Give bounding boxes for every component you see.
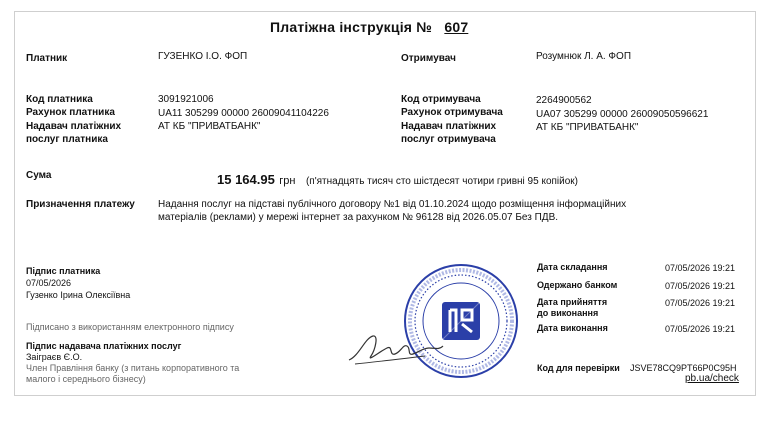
recipient-name: Розумнюк Л. А. ФОП xyxy=(536,51,632,62)
recipient-account-label: Рахунок отримувача xyxy=(401,107,503,118)
payer-code-label: Код платника xyxy=(26,94,93,105)
payer-signature-name: Гузенко Ірина Олексіївна xyxy=(26,290,131,300)
date-received-label: Одержано банком xyxy=(537,280,618,290)
date-accepted-label-2: до виконання xyxy=(537,308,599,318)
date-executed-label: Дата виконання xyxy=(537,323,608,333)
sum-currency: грн xyxy=(279,175,296,187)
purpose-label: Призначення платежу xyxy=(26,199,135,210)
payer-signature-date: 07/05/2026 xyxy=(26,278,72,288)
title-text: Платіжна інструкція № xyxy=(270,19,433,35)
provider-signature-position-1: Член Правління банку (з питань корпоративного та xyxy=(26,363,240,373)
date-created-value: 07/05/2026 19:21 xyxy=(665,263,736,273)
document-number: 607 xyxy=(444,19,469,35)
verify-link[interactable]: pb.ua/check xyxy=(685,373,739,384)
purpose-line-2: матеріалів (реклами) у мережі інтернет за рахунком № 96128 від 2026.05.07 Без ПДВ. xyxy=(158,212,559,223)
sum-value xyxy=(217,171,578,189)
verify-code: JSVE78CQ9PT66P0C95H xyxy=(630,363,737,373)
payer-account-label: Рахунок платника xyxy=(26,107,115,118)
payer-provider-label-1: Надавач платіжних xyxy=(26,121,122,132)
recipient-provider: АТ КБ "ПРИВАТБАНК" xyxy=(536,122,639,133)
purpose-line-1: Надання послуг на підставі публічного договору №1 від 01.10.2024 щодо розміщення інформаційних xyxy=(158,199,627,210)
sum-label: Сума xyxy=(26,170,52,181)
payer-code: 3091921006 xyxy=(158,94,214,105)
recipient-provider-label-2: послуг отримувача xyxy=(401,134,496,145)
payer-account: UA11 305299 00000 26009041104226 xyxy=(158,108,329,119)
recipient-account: UA07 305299 00000 26009050596621 xyxy=(536,109,709,120)
provider-signature-name: Заіграєв Є.О. xyxy=(26,352,83,362)
verify-label: Код для перевірки xyxy=(537,363,620,373)
payer-provider: АТ КБ "ПРИВАТБАНК" xyxy=(158,121,261,132)
provider-signature-label: Підпис надавача платіжних послуг xyxy=(26,341,182,351)
recipient-label: Отримувач xyxy=(401,53,456,64)
provider-signature-position-2: малого і середнього бізнесу) xyxy=(26,374,146,384)
recipient-code: 2264900562 xyxy=(536,95,592,106)
sum-in-words: (п'ятнадцять тисяч сто шістдесят чотири гривні 95 копійок) xyxy=(305,176,578,187)
date-created-label: Дата складання xyxy=(537,262,608,272)
document-title xyxy=(270,19,468,35)
date-executed-value: 07/05/2026 19:21 xyxy=(665,324,736,334)
recipient-provider-label-1: Надавач платіжних xyxy=(401,121,497,132)
payer-signature-label: Підпис платника xyxy=(26,266,101,276)
payer-name: ГУЗЕНКО І.О. ФОП xyxy=(158,51,248,62)
date-accepted-value: 07/05/2026 19:21 xyxy=(665,298,736,308)
date-accepted-label-1: Дата прийняття xyxy=(537,297,608,307)
handwritten-signature xyxy=(345,326,445,368)
sum-amount: 15 164.95 xyxy=(217,172,275,187)
payer-provider-label-2: послуг платника xyxy=(26,134,108,145)
esign-note: Підписано з використанням електронного підпису xyxy=(26,322,234,332)
date-received-value: 07/05/2026 19:21 xyxy=(665,281,736,291)
recipient-code-label: Код отримувача xyxy=(401,94,481,105)
payer-label: Платник xyxy=(26,53,68,64)
